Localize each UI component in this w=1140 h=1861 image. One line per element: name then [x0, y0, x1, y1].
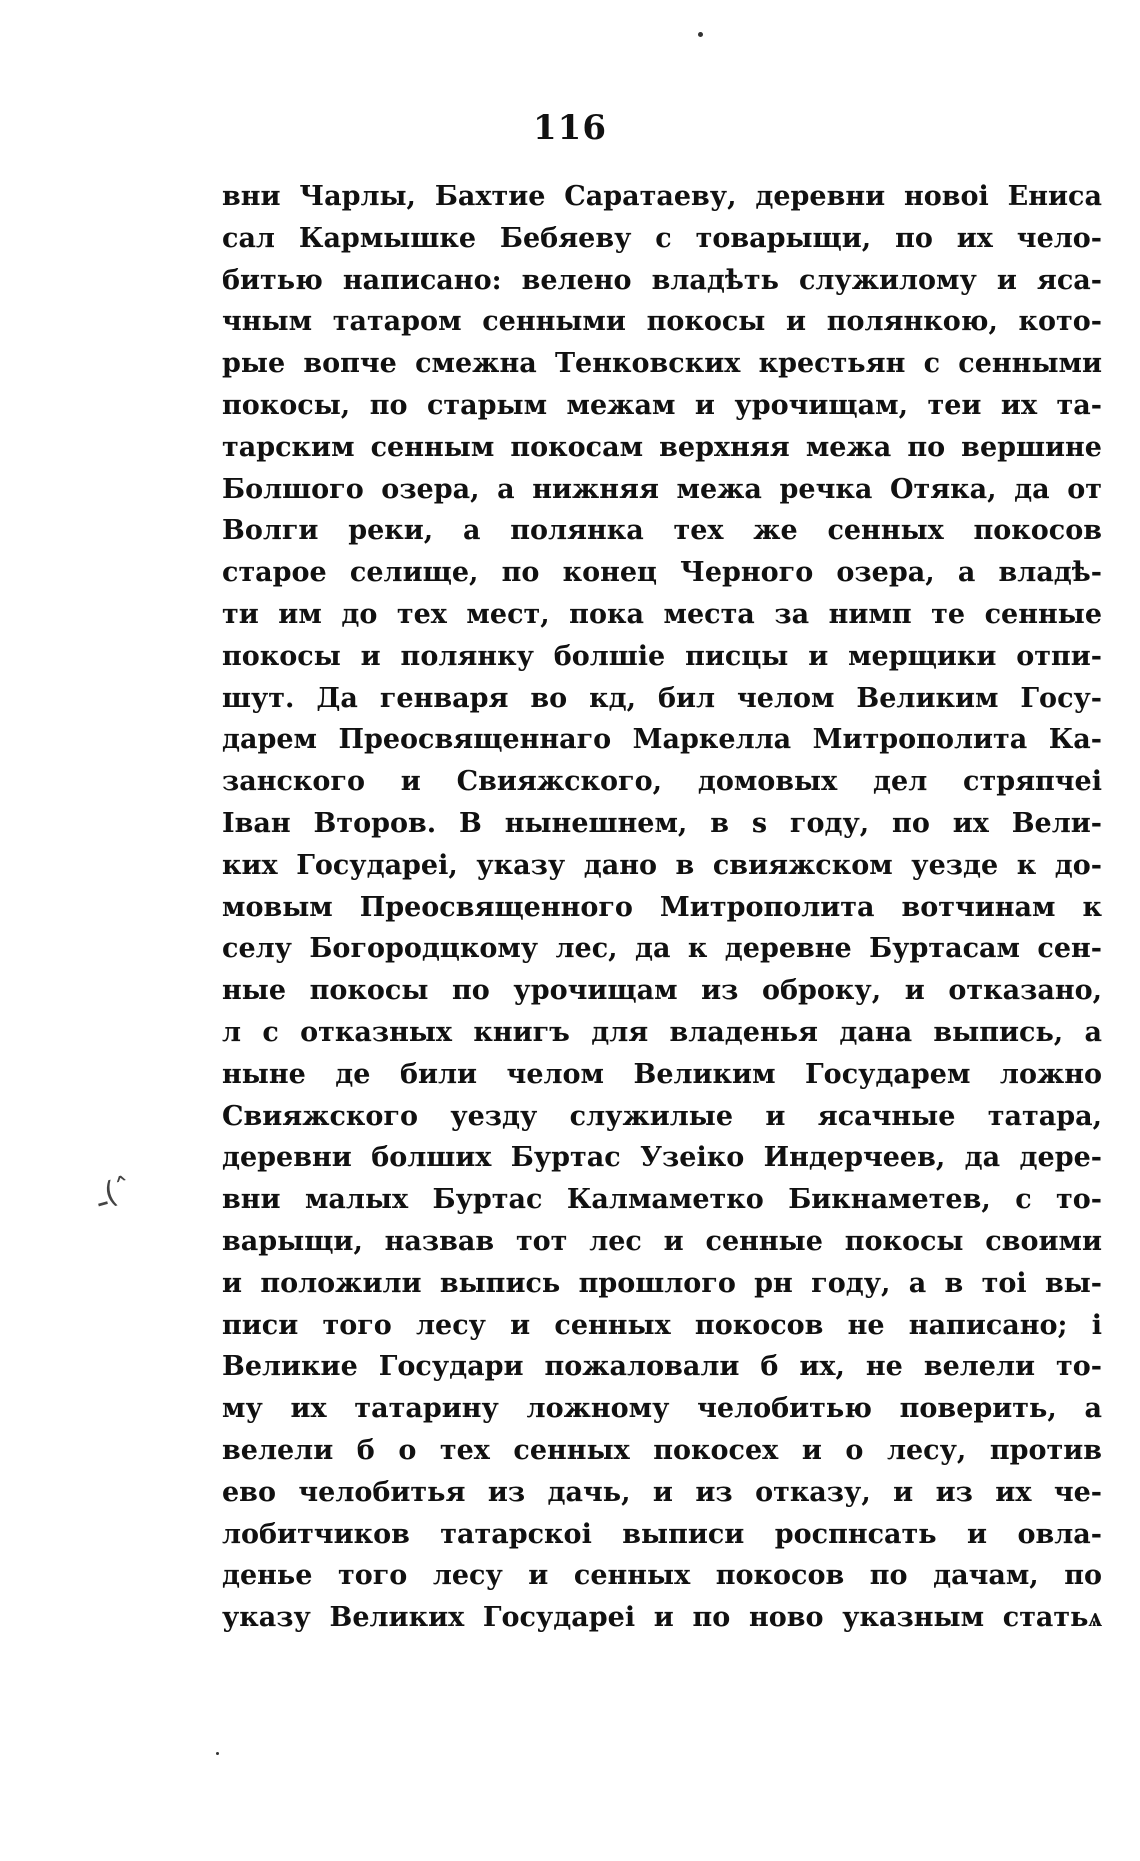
body-text [222, 176, 1102, 1639]
text-line: сал Кармышке Бебяеву с товарыщи, по их чело- [222, 222, 1102, 254]
text-line: ти им до тех мест, пока места за нимп те сенные [222, 598, 1102, 630]
text-line: покосы и полянку болшіе писцы и мерщики отпи- [222, 640, 1102, 672]
text-line: битью написано: велено владѣть служилому и яса- [222, 264, 1102, 296]
text-line: варыщи, назвав тот лес и сенные покосы своими [222, 1225, 1102, 1257]
text-line: Іван Второв. В нынешнем, в ѕ году, по их Вели- [222, 807, 1102, 839]
margin-annotation: ـ(ˆ [92, 1171, 136, 1214]
text-line: мовым Преосвященного Митрополита вотчинам к [222, 891, 1102, 923]
text-line: чным татаром сенными покосы и полянкою, кото- [222, 306, 1102, 338]
text-line: покосы, по старым межам и урочищам, теи их та- [222, 389, 1102, 421]
text-line: лобитчиков татарскоі выписи роспнсать и овла- [222, 1518, 1102, 1550]
text-line: деревни болших Буртас Узеіко Индерчеев, да дере- [222, 1142, 1102, 1174]
text-line: Болшого озера, а нижняя межа речка Отяка, да от [222, 473, 1102, 505]
text-line: селу Богородцкому лес, да к деревне Буртасам сен- [222, 933, 1102, 965]
text-line: дарем Преосвященнаго Маркелла Митрополита Ка- [222, 724, 1102, 756]
ink-speck [698, 32, 703, 37]
text-line: ныне де били челом Великим Государем ложно [222, 1058, 1102, 1090]
text-line: денье того лесу и сенных покосов по дачам, по [222, 1560, 1102, 1592]
text-line: велели б о тех сенных покосех и о лесу, против [222, 1434, 1102, 1466]
text-line: ные покосы по урочищам из оброку, и отказано, [222, 975, 1102, 1007]
text-line: вни малых Буртас Калмаметко Бикнаметев, с то- [222, 1184, 1102, 1216]
text-line: Великие Государи пожаловали б их, не велели то- [222, 1351, 1102, 1383]
text-line: тарским сенным покосам верхняя межа по вершине [222, 431, 1102, 463]
text-line: старое селище, по конец Черного озера, а владѣ- [222, 557, 1102, 589]
page-number: 116 [533, 108, 607, 148]
text-line: л с отказных книгъ для владенья дана выпись, а [222, 1016, 1102, 1048]
text-line: му их татарину ложному челобитью поверить, а [222, 1393, 1102, 1425]
text-line: рые вопче смежна Тенковских крестьян с сенными [222, 348, 1102, 380]
ink-speck [216, 1752, 219, 1755]
text-line: писи того лесу и сенных покосов не написано; і [222, 1309, 1102, 1341]
text-line: занского и Свияжского, домовых дел стряпчеі [222, 766, 1102, 798]
text-line: ких Государеі, указу дано в свияжском уезде к до- [222, 849, 1102, 881]
text-line: Свияжского уезду служилые и ясачные татара, [222, 1100, 1102, 1132]
text-line: шут. Да генваря во кд, бил челом Великим Госу- [222, 682, 1102, 714]
text-line: ево челобитья из дачь, и из отказу, и из их че- [222, 1476, 1102, 1508]
text-line: указу Великих Государеі и по ново указным статьѧ [222, 1602, 1102, 1634]
text-line: вни Чарлы, Бахтие Саратаеву, деревни новоі Ениса [222, 181, 1102, 212]
text-line: Волги реки, а полянка тех же сенных покосов [222, 515, 1102, 547]
text-line: и положили выпись прошлого рн году, а в тоі вы- [222, 1267, 1102, 1299]
